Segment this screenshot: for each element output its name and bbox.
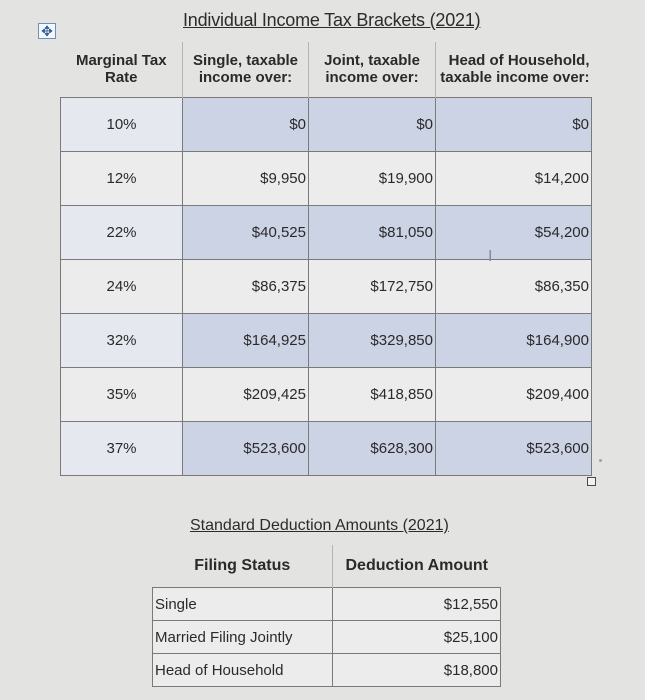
hoh-cell[interactable]: $164,900 [436, 313, 592, 367]
single-cell[interactable]: $0 [183, 97, 309, 151]
rate-cell[interactable]: 37% [61, 421, 183, 475]
table-resize-handle[interactable] [587, 477, 596, 486]
rate-cell[interactable]: 24% [61, 259, 183, 313]
hoh-cell[interactable]: $209,400 [436, 367, 592, 421]
brackets-title: Individual Income Tax Brackets (2021) [183, 10, 481, 30]
rate-cell[interactable]: 12% [61, 151, 183, 205]
hoh-cell[interactable]: $86,350 [436, 259, 592, 313]
single-cell[interactable]: $86,375 [183, 259, 309, 313]
table-row [153, 621, 501, 654]
header-deduction-amount[interactable]: Deduction Amount [345, 557, 488, 574]
standard-deduction-table[interactable] [152, 545, 501, 687]
deductions-header-row [153, 545, 501, 588]
hoh-cell[interactable]: $14,200 [436, 151, 592, 205]
header-filing-status[interactable]: Filing Status [153, 545, 333, 588]
hoh-cell[interactable]: $523,600 [436, 421, 592, 475]
table-row [61, 259, 592, 313]
single-cell[interactable]: $40,525 [183, 205, 309, 259]
table-row [61, 313, 592, 367]
joint-cell[interactable]: $329,850 [309, 313, 436, 367]
table-row [61, 421, 592, 475]
deduction-amount-cell[interactable]: $25,100 [333, 621, 501, 654]
header-joint[interactable]: Joint, taxable income over: [309, 42, 436, 97]
rate-cell[interactable]: 22% [61, 205, 183, 259]
deduction-amount-cell[interactable]: $12,550 [333, 588, 501, 621]
rate-cell[interactable]: 35% [61, 367, 183, 421]
joint-cell[interactable]: $628,300 [309, 421, 436, 475]
hoh-cell[interactable]: $54,200 [436, 205, 592, 259]
header-head-of-household[interactable]: Head of Household, taxable income over: [440, 52, 590, 87]
table-row [61, 367, 592, 421]
table-row [153, 588, 501, 621]
filing-status-cell[interactable]: Married Filing Jointly [153, 621, 333, 654]
joint-cell[interactable]: $172,750 [309, 259, 436, 313]
rate-cell[interactable]: 10% [61, 97, 183, 151]
joint-cell[interactable]: $19,900 [309, 151, 436, 205]
joint-cell[interactable]: $81,050 [309, 205, 436, 259]
table-move-handle-icon[interactable]: ✥ [38, 23, 56, 39]
hoh-cell[interactable]: $0 [436, 97, 592, 151]
joint-cell[interactable]: $0 [309, 97, 436, 151]
rate-cell[interactable]: 32% [61, 313, 183, 367]
table-row [61, 205, 592, 259]
table-row [61, 151, 592, 205]
table-row [153, 654, 501, 687]
filing-status-cell[interactable]: Single [153, 588, 333, 621]
single-cell[interactable]: $209,425 [183, 367, 309, 421]
joint-cell[interactable]: $418,850 [309, 367, 436, 421]
tax-brackets-table[interactable] [60, 42, 592, 476]
filing-status-cell[interactable]: Head of Household [153, 654, 333, 687]
single-cell[interactable]: $164,925 [183, 313, 309, 367]
brackets-header-row [61, 42, 592, 97]
table-row [61, 97, 592, 151]
text-cursor-icon: I [488, 248, 493, 265]
deduction-amount-cell[interactable]: $18,800 [333, 654, 501, 687]
header-marginal-rate[interactable]: Marginal Tax Rate [61, 42, 183, 97]
single-cell[interactable]: $9,950 [183, 151, 309, 205]
row-handle-dot[interactable] [599, 459, 602, 462]
single-cell[interactable]: $523,600 [183, 421, 309, 475]
header-single[interactable]: Single, taxable income over: [183, 42, 309, 97]
deductions-title: Standard Deduction Amounts (2021) [190, 517, 449, 534]
